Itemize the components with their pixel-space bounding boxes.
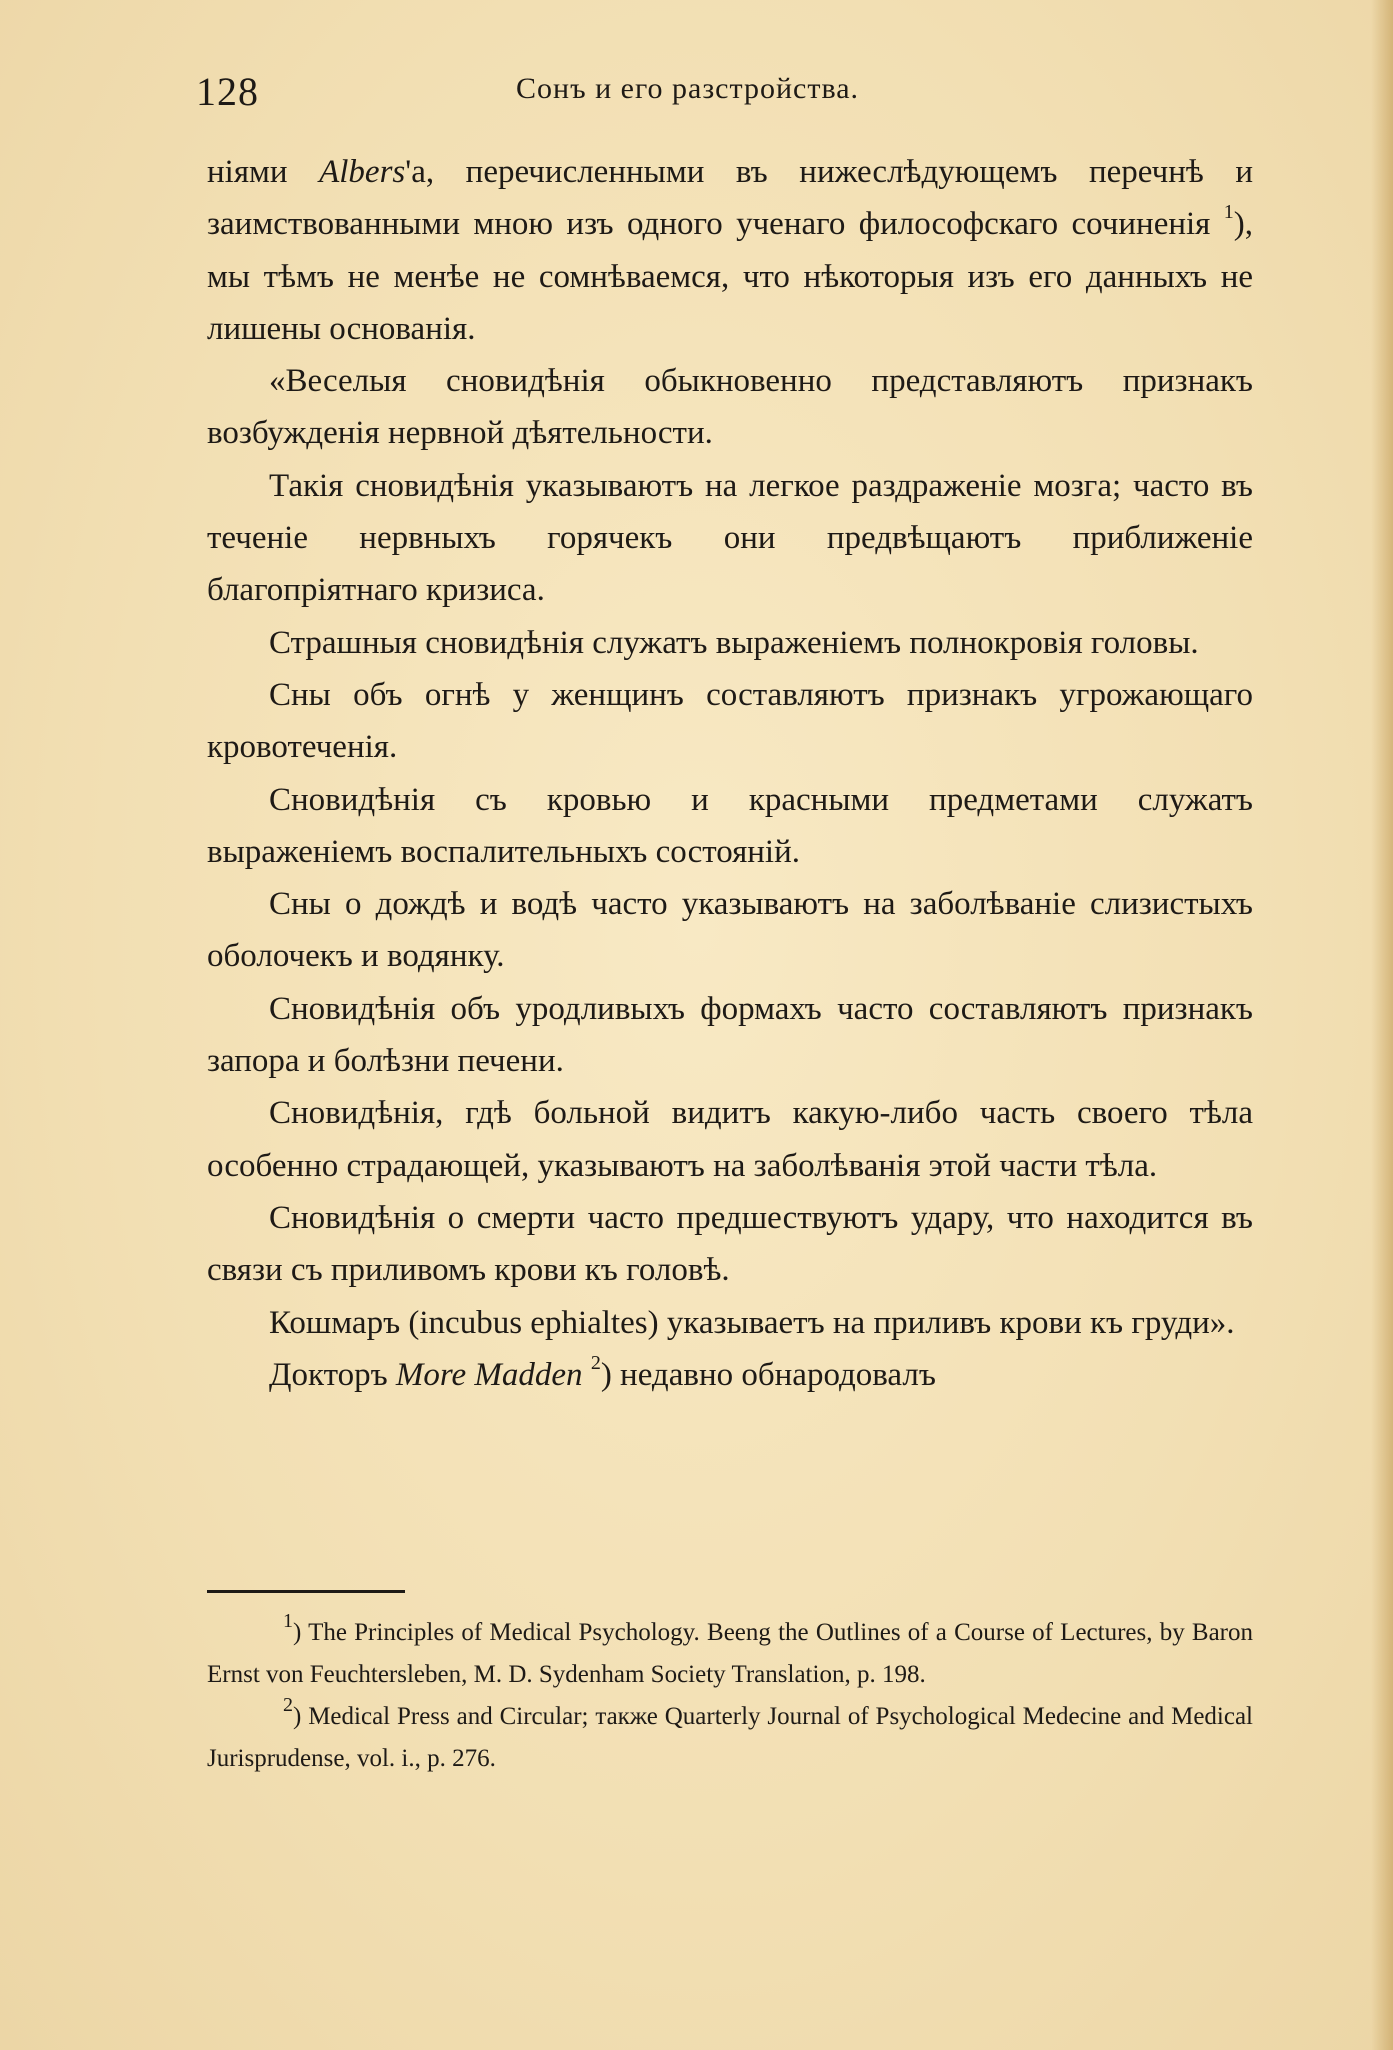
paragraph bbox=[207, 617, 1253, 669]
paragraph bbox=[207, 1349, 1253, 1401]
footnote-marker: 1 bbox=[1223, 201, 1234, 224]
paragraph bbox=[207, 878, 1253, 983]
text-run: Такія сновидѣнія указываютъ на легкое раздраженіе мозга; часто въ теченіе нервныхъ горячекъ они предвѣщаютъ приближеніе благопріятнаго кризиса. bbox=[207, 467, 1253, 609]
footnote-separator bbox=[207, 1590, 405, 1593]
paragraph bbox=[207, 983, 1253, 1088]
italic-name: More Madden bbox=[395, 1356, 583, 1393]
text-run: ) Medical Press and Circular; также Quarterly Journal of Psychological Medecine and Medical Jurisprudense, vol. i., p. 276. bbox=[207, 1703, 1253, 1772]
page-header bbox=[196, 60, 1256, 120]
text-run bbox=[583, 1357, 591, 1393]
text-run: ) недавно обнародовалъ bbox=[600, 1356, 936, 1393]
text-run: Сновидѣнія о смерти часто предшествуютъ удару, что находится въ связи съ приливомъ крови къ головѣ. bbox=[207, 1199, 1253, 1289]
text-run: ніями bbox=[207, 154, 320, 190]
text-run: ), мы тѣмъ не менѣе не сомнѣваемся, что нѣкоторыя изъ его данныхъ не лишены основанія. bbox=[207, 206, 1253, 347]
footnotes bbox=[207, 1609, 1253, 1780]
footnote-marker: 2 bbox=[283, 1693, 293, 1716]
text-run: Сновидѣнія съ кровью и красными предметами служатъ выраженіемъ воспалительныхъ состояній. bbox=[207, 781, 1253, 870]
text-run: Сны о дождѣ и водѣ часто указываютъ на заболѣваніе слизистыхъ оболочекъ и водянку. bbox=[207, 886, 1253, 975]
page-number: 128 bbox=[196, 69, 259, 114]
italic-name: Albers bbox=[319, 154, 406, 190]
text-run: Докторъ bbox=[269, 1356, 396, 1393]
text-run: 'а, перечисленными въ нижеслѣдующемъ перечнѣ и заимствованными мною изъ одного ученаго философскаго сочиненія bbox=[207, 154, 1253, 243]
paragraph bbox=[207, 355, 1253, 460]
body-text bbox=[207, 146, 1253, 1401]
paragraph bbox=[207, 669, 1253, 774]
paragraph bbox=[207, 774, 1253, 879]
text-run: Страшныя сновидѣнія служатъ выраженіемъ полнокровія головы. bbox=[269, 624, 1199, 661]
paragraph bbox=[207, 460, 1253, 617]
page-edge-shadow bbox=[1371, 0, 1393, 2050]
text-run: ) The Principles of Medical Psychology. Beeng the Outlines of a Course of Lectures, by Baron Ernst von Feuchtersleben, M. D. Sydenham Society Translation, p. 198. bbox=[207, 1619, 1253, 1688]
paragraph bbox=[207, 1087, 1253, 1192]
paragraph bbox=[207, 146, 1253, 355]
paragraph bbox=[207, 1192, 1253, 1297]
text-run: Сновидѣнія, гдѣ больной видитъ какую-либо часть своего тѣла особенно страдающей, указываютъ на заболѣванія этой части тѣла. bbox=[207, 1095, 1253, 1184]
footnote bbox=[207, 1693, 1253, 1780]
footnote bbox=[207, 1609, 1253, 1696]
text-run: Кошмаръ (incubus ephialtes) указываетъ на приливъ крови къ груди». bbox=[269, 1304, 1235, 1341]
text-run: Сновидѣнія объ уродливыхъ формахъ часто составляютъ признакъ запора и болѣзни печени. bbox=[207, 990, 1253, 1080]
text-run: «Веселыя сновидѣнія обыкновенно представляютъ признакъ возбужденія нервной дѣятельности. bbox=[207, 363, 1253, 452]
footnote-marker: 1 bbox=[283, 1609, 293, 1632]
text-run: Сны объ огнѣ у женщинъ составляютъ признакъ угрожающаго кровотеченія. bbox=[207, 676, 1253, 766]
paragraph bbox=[207, 1297, 1253, 1349]
running-title: Сонъ и его разстройства. bbox=[516, 72, 860, 105]
footnote-marker: 2 bbox=[590, 1351, 601, 1374]
